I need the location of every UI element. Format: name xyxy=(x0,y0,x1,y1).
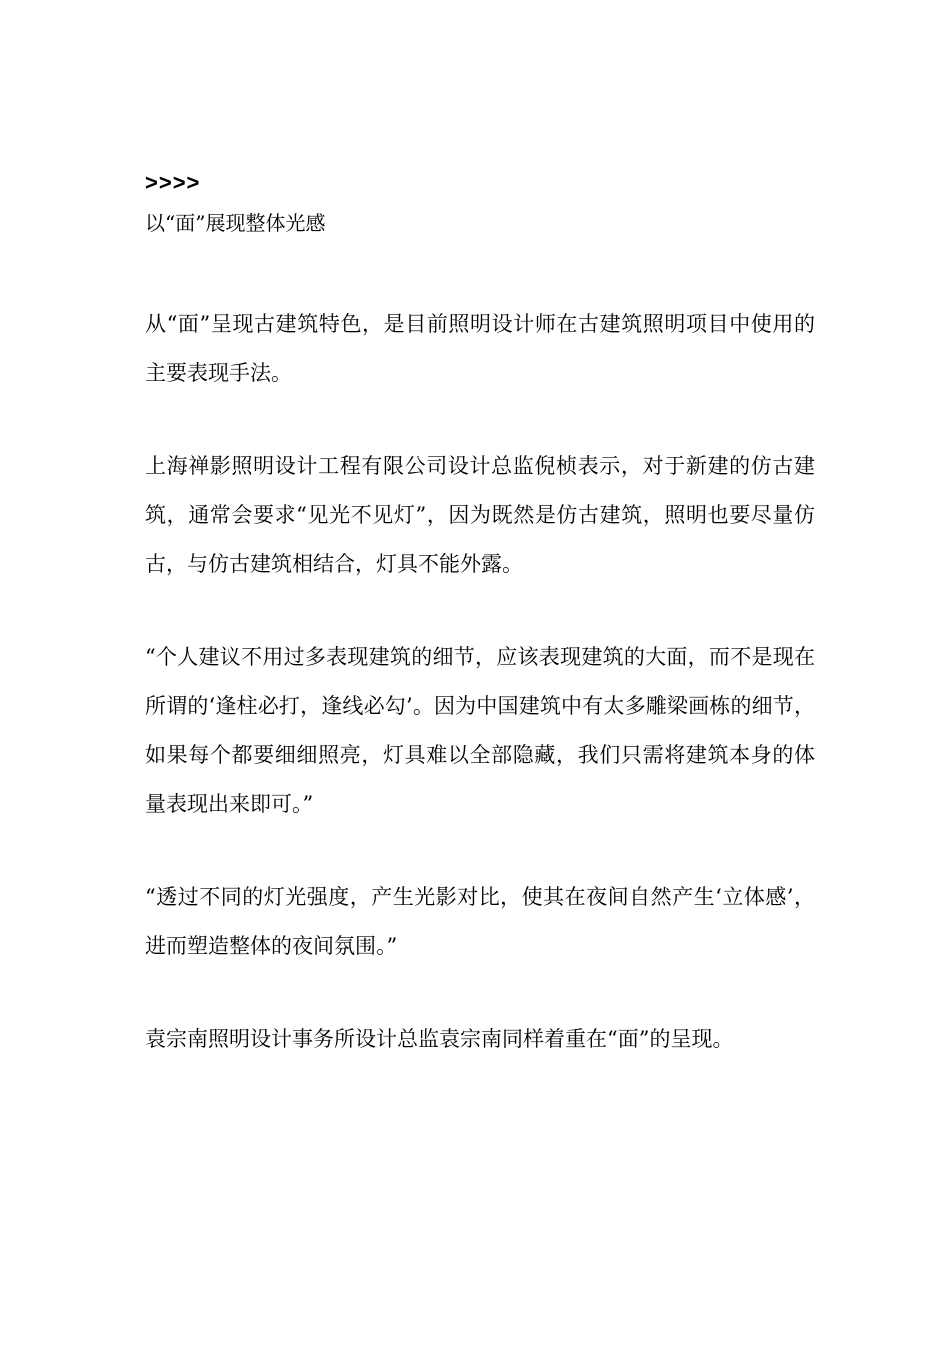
section-marker: >>>> xyxy=(145,170,201,195)
paragraph-2: 上海禅影照明设计工程有限公司设计总监倪桢表示，对于新建的仿古建筑，通常会要求“见光不见灯”，因为既然是仿古建筑，照明也要尽量仿古，与仿古建筑相结合，灯具不能外露。 xyxy=(145,454,815,576)
paragraph-4: “透过不同的灯光强度，产生光影对比，使其在夜间自然产生‘立体感’，进而塑造整体的夜间氛围。” xyxy=(145,885,815,958)
paragraph-5: 袁宗南照明设计事务所设计总监袁宗南同样着重在“面”的呈现。 xyxy=(145,1027,734,1051)
paragraph-3: “个人建议不用过多表现建筑的细节，应该表现建筑的大面，而不是现在所谓的‘逢柱必打，逢线必勾’。因为中国建筑中有太多雕梁画栋的细节，如果每个都要细细照亮，灯具难以全部隐藏，我们只需将建筑本身的体量表现出来即可。” xyxy=(145,645,815,816)
document-body xyxy=(145,168,815,1108)
paragraph-1: 从“面”呈现古建筑特色，是目前照明设计师在古建筑照明项目中使用的主要表现手法。 xyxy=(145,312,815,385)
section-subtitle: 以“面”展现整体光感 xyxy=(145,211,326,235)
